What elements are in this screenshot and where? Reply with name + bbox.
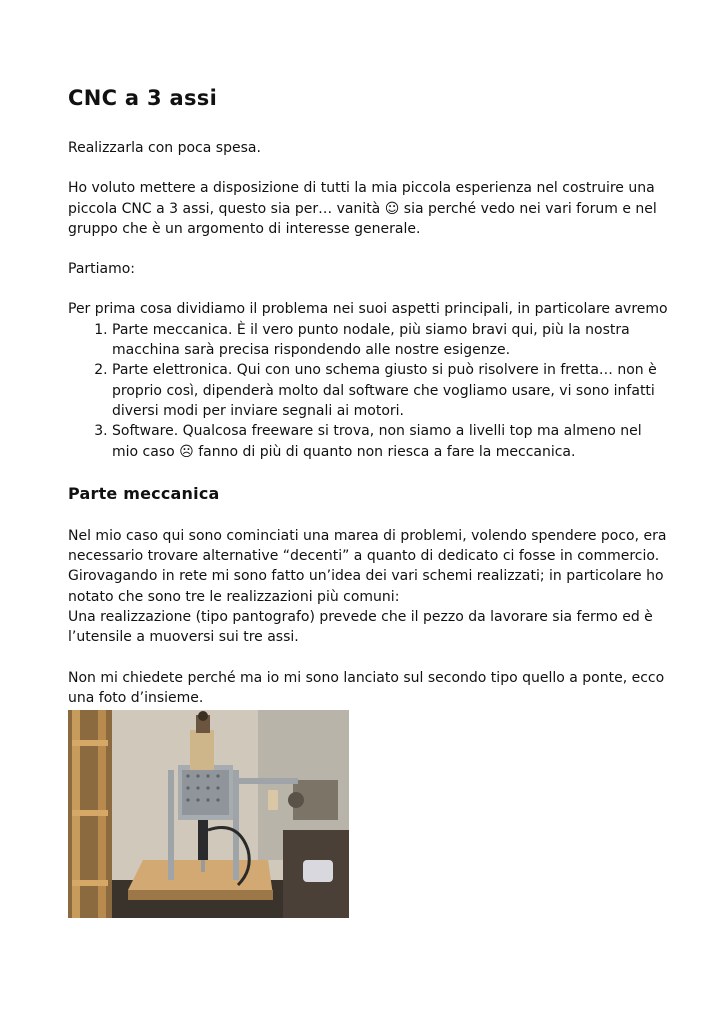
cnc-machine-photo: [68, 710, 349, 918]
subtitle-text: Realizzarla con poca spesa.: [68, 140, 261, 156]
aspects-list: [68, 320, 668, 462]
list-intro-text: Per prima cosa dividiamo il problema nei suoi aspetti principali, in particolare avremo: [68, 301, 668, 318]
document-page: [68, 86, 668, 708]
section-paragraph-1: Nel mio caso qui sono cominciati una marea di problemi, volendo spendere poco, era necessario trovare alternative “decenti” a quanto di dedicato ci fosse in commercio. Girovagando in rete mi sono fatto un’idea dei vari schemi realizzati; in particolare ho notato che sono tre le realizzazioni più comuni:: [68, 527, 667, 605]
list-item-mechanics: 1. Parte meccanica. È il vero punto nodale, più siamo bravi qui, più la nostra macchina sarà precisa rispondendo alle nostre esigenze.: [112, 320, 668, 361]
list-item-software: [112, 421, 668, 462]
software-text-after: fanno di più di quanto non riesca a fare la meccanica.: [193, 443, 576, 460]
section-paragraph-3: Non mi chiedete perché ma io mi sono lanciato sul secondo tipo quello a ponte, ecco una foto d’insieme.: [68, 669, 665, 706]
list-item-electronics: 2. Parte elettronica. Qui con uno schema giusto si può risolvere in fretta… non è proprio così, dipenderà molto dal software che vogliamo usare, vi sono infatti diversi modi per inviare segnali ai motori.: [112, 360, 668, 421]
software-text-before: Software. Qualcosa freeware si trova, non siamo a livelli top ma almeno nel mio caso: [112, 423, 642, 460]
intro-paragraph: [68, 178, 668, 239]
partiamo-text: Partiamo:: [68, 261, 136, 278]
intro-text-after: sia perché vedo nei vari forum e nel gruppo che è un argomento di interesse generale.: [68, 200, 657, 237]
section-heading: Parte meccanica: [68, 483, 220, 503]
document-title: CNC a 3 assi: [68, 86, 218, 110]
smiley-icon: ☺: [384, 200, 400, 217]
section-paragraph-2: Una realizzazione (tipo pantografo) prevede che il pezzo da lavorare sia fermo ed è l’utensile a muoversi sui tre assi.: [68, 609, 653, 646]
intro-text-before: Ho voluto mettere a disposizione di tutti la mia piccola esperienza nel costruire una piccola CNC a 3 assi, questo sia per… vanità: [68, 180, 655, 217]
frown-icon: ☹: [179, 443, 194, 460]
